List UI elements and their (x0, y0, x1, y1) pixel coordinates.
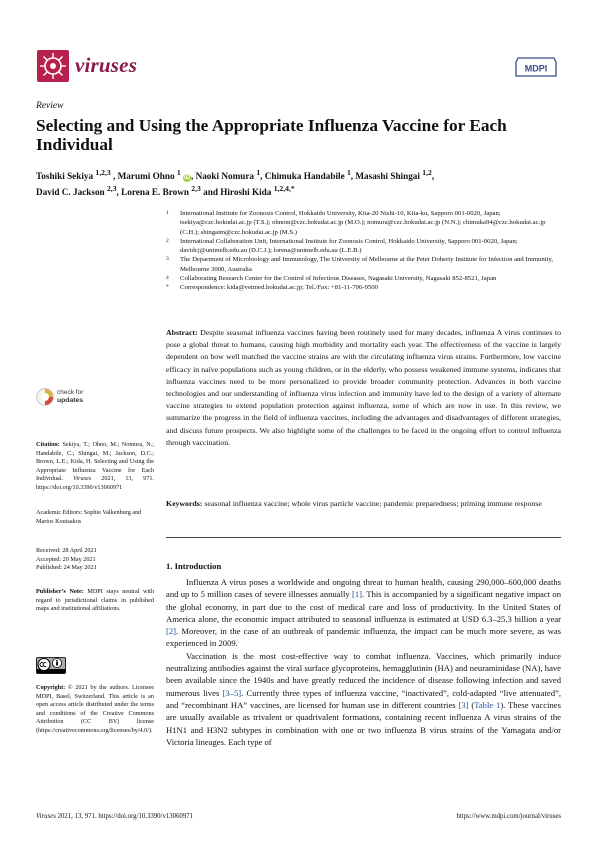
affiliation-text: International Institute for Zoonosis Control, Hokkaido University, Kita-20 Nishi-10, Kita-ku, Sapporo 001-0020, Japan; tsekiya@czc.hokudai.ac.jp (T.S.); ohnom@czc.hokudai.ac.jp (M.O.); nomura@czc.hokudai.ac.jp (N.N.); chimuka94@czc.hokudai.ac.jp (C.H.); shingaim@czc.hokudai.ac.jp (M.S.) (180, 210, 546, 236)
keywords-label: Keywords: (166, 499, 203, 508)
publisher-note-text: MDPI stays neutral with regard to jurisdictional claims in published maps and institutional affiliations. (36, 588, 154, 613)
mdpi-logo-icon (514, 56, 558, 78)
copyright-label: Copyright: (36, 684, 66, 691)
publisher-note (36, 588, 154, 614)
citation-text: Sekiya, T.; Ohno, M.; Nomura, N.; Handabile, C.; Shingai, M.; Jackson, D.C.; Brown, L.E.; Kida, H. Selecting and Using the Appropriate Influenza Vaccine for Each Individual. (36, 441, 154, 483)
publisher-logo (514, 56, 558, 78)
publisher-logo-text: MDPI (524, 63, 548, 74)
author-name: Toshiki Sekiya (36, 171, 96, 182)
abstract (166, 327, 561, 449)
correspondence-item (166, 283, 561, 292)
author-affil-sup: 1,2 (422, 168, 432, 177)
paragraph-text: ( (468, 699, 475, 710)
author-name: , Marumi Ohno (113, 171, 177, 182)
published-date: Published: 24 May 2021 (36, 564, 97, 572)
paragraph-text: Influenza A virus poses a worldwide and ongoing threat to human health, causing 290,000–600,000 deaths and up to 5 million cases of severe illnesses annually (166, 577, 561, 600)
journal-logo-icon (37, 50, 69, 82)
affiliation-text: The Department of Microbiology and Immunology, The University of Melbourne at the Peter Doherty Institute for Infection and Immunity, Melbourne 3000, Australia (180, 256, 554, 273)
section-divider (166, 537, 561, 538)
abstract-label: Abstract: (166, 328, 198, 337)
footer-doi[interactable]: 2021, 13, 971. https://doi.org/10.3390/v13060971 (55, 813, 194, 820)
affiliation-item (166, 255, 561, 274)
affiliation-number: * (166, 284, 169, 291)
affiliation-number: 4 (166, 275, 169, 282)
paragraph (166, 650, 561, 748)
publication-dates (36, 547, 154, 573)
corresponding-star: * (290, 183, 295, 193)
paragraph-text: . This is accompanied by a significant negative impact on the global economy, in part due to the cost of medical care and loss of productivity. In the United States of America alone, the economic impact attributed to seasonal influenza is estimated at USD 6.3–25.3 billion a year (166, 589, 561, 624)
keywords (166, 498, 561, 510)
citation-block (36, 441, 154, 493)
author-affil-sup: 1 (176, 168, 181, 177)
article-title: Selecting and Using the Appropriate Influenza Vaccine for Each Individual (36, 116, 507, 154)
author-name: , Naoki Nomura (190, 171, 257, 182)
author-list (36, 167, 556, 198)
author-name: , Masashi Shingai (350, 171, 423, 182)
check-updates-label: check for (57, 389, 84, 396)
affiliation-item (166, 209, 561, 237)
affiliation-item (166, 237, 561, 256)
paragraph-text: Vaccination is the most cost-effective way to combat influenza. Vaccines, which primarily induce neutralizing antibodies against the viral surface glycoproteins, hemagglutinin (HA) and neuraminidase (NA), have been available since the 1940s and have greatly reduced the incidence of disease following infection and saved numerous lives (166, 650, 561, 698)
check-updates-label-bold: updates (57, 397, 84, 404)
received-date: Received: 28 April 2021 (36, 547, 97, 554)
reference-link[interactable]: [2] (166, 626, 177, 637)
footer-citation (36, 813, 193, 820)
author-affil-sup: 2,3 (106, 183, 117, 193)
footer-journal: Viruses (36, 813, 56, 820)
section-heading: 1. Introduction (166, 561, 222, 571)
publisher-note-label: Publisher’s Note: (36, 588, 84, 595)
affiliation-number: 2 (166, 237, 169, 244)
academic-editors: Academic Editors: Sophie Valkenburg and Marios Koutsakos (36, 509, 142, 525)
affiliation-text: International Collaboration Unit, International Institute for Zoonosis Control, Hokkaido University, Sapporo 001-0020, Japan; davidcj@unimelb.edu.au (D.C.J.); lorena@unimelb.edu.au (L.E.B.) (180, 237, 518, 255)
author-affil-sup: 1 (256, 168, 261, 177)
check-updates-icon (36, 388, 54, 406)
author-name: David C. Jackson (36, 186, 107, 197)
paragraph-text: ). These vaccines are usually available as trivalent or quadrivalent formations, containing recent influenza A virus strains of the H1N1 and H3N2 subtypes in combination with one or two influenza B virus strains of the Yamagata and/or Victoria lineages. Each type of (166, 699, 561, 747)
copyright-text: © 2021 by the authors. Licensee MDPI, Basel, Switzerland. This article is an open access article distributed under the terms and conditions of the Creative Commons Attribution (CC BY) license (https://creativecommons.org/licenses/by/4.0/). (36, 684, 154, 734)
author-line-1 (36, 167, 556, 183)
accepted-date: Accepted: 20 May 2021 (36, 555, 96, 563)
table-link[interactable]: Table 1 (474, 699, 501, 710)
abstract-text: Despite seasonal influenza vaccines having been routinely used for many decades, influenza A virus continues to pose a global threat to humans, causing high morbidity and mortality each year. The effectiveness of the vaccine is largely dependent on how well matched the vaccine strains are with the circulating influenza virus strains. Furthermore, low vaccine efficacy in naïve populations such as young children, or in the elderly, who possess weakened immune systems, indicates that influenza vaccines need to be more personalized to provide broader community protection. Advances in both vaccine technologies and our understanding of influenza virus infection and immunity have led to the design of a variety of alternate vaccine strategies to extend population protection against influenza, some of which are now in use. In this review, we summarize the progress in the field of influenza vaccines, including the advantages and disadvantages of different strategies, and discuss future prospects. We also highlight some of the challenges to be faced in the ongoing effort to control influenza through vaccination. (166, 328, 561, 447)
affiliations (166, 209, 561, 293)
copyright-block (36, 684, 154, 736)
citation-label: Citation: (36, 441, 60, 448)
citation-doi[interactable]: 2021, 13, 971. https://doi.org/10.3390/v13060971 (36, 475, 155, 491)
paragraph (166, 576, 561, 650)
article-type: Review (36, 101, 64, 111)
affiliation-item (166, 274, 561, 283)
correspondence-text: Correspondence: kida@vetmed.hokudai.ac.jp; Tel./Fax: +81-11-706-9500 (180, 284, 378, 292)
author-affil-sup: 1,2,3 (95, 168, 111, 177)
affiliation-text: Collaborating Research Center for the Control of Infectious Diseases, Nagasaki University, Nagasaki 852-8521, Japan (180, 275, 497, 283)
reference-link[interactable]: [3] (458, 699, 469, 710)
affiliation-number: 3 (166, 256, 169, 263)
author-affil-sup: 2,3 (191, 183, 201, 193)
keywords-text: seasonal influenza vaccine; whole virus particle vaccine; pandemic preparedness; priming immune response (202, 499, 542, 508)
reference-link[interactable]: [3–5] (222, 687, 242, 698)
author-affil-sup: 1,2,4, (273, 183, 291, 193)
author-separator: , (431, 171, 435, 182)
paragraph-text: . Currently three types of influenza vaccine, “inactivated”, cold-adapted “live attenuated”, and “recombinant HA” vaccines, are licensed for human use in different countries (166, 687, 561, 710)
author-line-2 (36, 183, 556, 199)
footer-journal-url[interactable]: https://www.mdpi.com/journal/viruses (456, 813, 561, 820)
reference-link[interactable]: [1] (351, 589, 362, 600)
author-name: , Chimuka Handabile (260, 171, 347, 182)
check-for-updates-button[interactable] (36, 388, 116, 412)
author-name: , Lorena E. Brown (116, 186, 192, 197)
author-affil-sup: 1 (346, 168, 351, 177)
journal-name: viruses (75, 53, 138, 77)
paragraph-text: . Moreover, in the case of an outbreak of pandemic influenza, the impact can be much more severe, as was experienced in 2009. (166, 626, 561, 649)
affiliation-number: 1 (166, 210, 169, 216)
citation-journal: Viruses (73, 475, 92, 483)
orcid-icon[interactable]: iD (183, 175, 190, 182)
body-text (166, 576, 561, 748)
author-name: and Hiroshi Kida (200, 186, 274, 197)
cc-by-icon[interactable] (36, 657, 66, 674)
